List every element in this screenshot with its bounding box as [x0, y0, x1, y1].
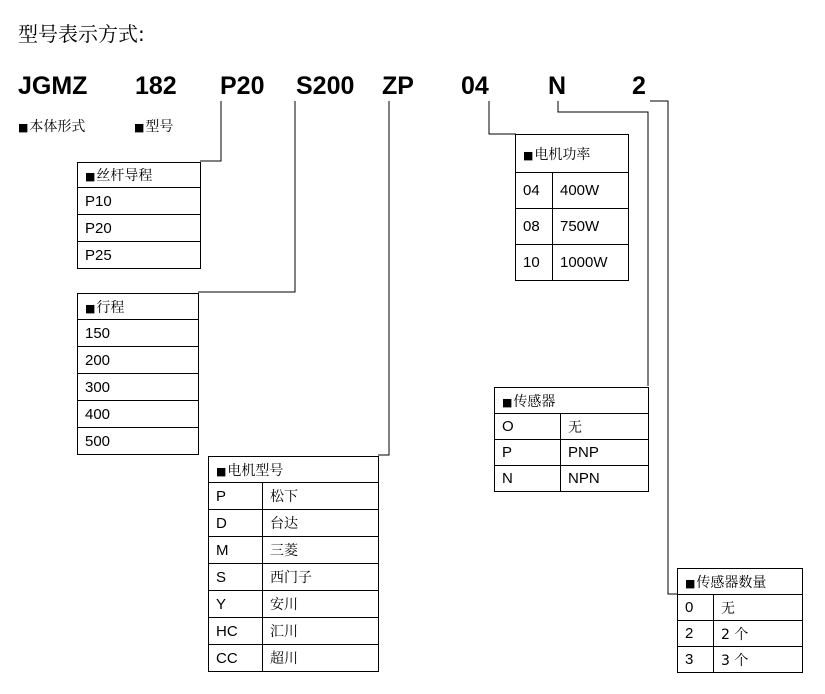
stroke-row: 500 — [78, 428, 199, 455]
table-motor-header: ■电机型号 — [209, 457, 379, 483]
motor-row: D 台达 — [209, 510, 379, 537]
stroke-row: 300 — [78, 374, 199, 401]
sensor-count-row: 2 2 个 — [678, 621, 803, 647]
motor-row: Y 安川 — [209, 591, 379, 618]
diagram-title: 型号表示方式: — [18, 22, 145, 46]
table-motor — [208, 456, 379, 672]
stroke-row: 200 — [78, 347, 199, 374]
code-sensor-count: 2 — [632, 72, 646, 100]
code-stroke: S200 — [296, 72, 355, 100]
connector-motor — [378, 101, 389, 455]
legend-marker: ■ — [134, 121, 145, 134]
table-power — [515, 134, 629, 281]
sensor-row: N NPN — [495, 466, 649, 492]
code-lead: P20 — [220, 72, 265, 100]
code-sensor: N — [548, 72, 567, 100]
motor-row: CC 超川 — [209, 645, 379, 672]
lead-row: P20 — [78, 215, 201, 242]
sensor-count-row: 0 无 — [678, 595, 803, 621]
code-size: 182 — [135, 72, 177, 100]
stroke-row: 150 — [78, 320, 199, 347]
lead-row: P10 — [78, 188, 201, 215]
connector-stroke — [198, 101, 295, 292]
power-row: 04 400W — [516, 173, 629, 209]
table-stroke-header: ■行程 — [78, 294, 199, 320]
connector-lead — [200, 101, 221, 161]
sensor-row: P PNP — [495, 440, 649, 466]
connector-sensor-count — [650, 101, 677, 594]
table-sensor-count-header: ■传感器数量 — [678, 569, 803, 595]
code-motor: ZP — [382, 72, 414, 100]
table-sensor-header: ■传感器 — [495, 388, 649, 414]
code-series: JGMZ — [18, 72, 88, 100]
legend-marker: ■ — [18, 121, 29, 134]
table-power-header: ■电机功率 — [516, 135, 629, 173]
legend-model-label: 型号 — [145, 119, 174, 135]
sensor-count-row: 3 3 个 — [678, 647, 803, 673]
table-lead — [77, 162, 201, 269]
lead-row: P25 — [78, 242, 201, 269]
motor-row: P 松下 — [209, 483, 379, 510]
table-stroke — [77, 293, 199, 455]
sensor-row: O 无 — [495, 414, 649, 440]
table-sensor-count — [677, 568, 803, 673]
code-power: 04 — [461, 72, 489, 100]
connector-power — [489, 101, 516, 134]
table-lead-header: ■丝杆导程 — [78, 163, 201, 188]
table-sensor — [494, 387, 649, 492]
motor-row: M 三菱 — [209, 537, 379, 564]
motor-row: S 西门子 — [209, 564, 379, 591]
legend-body-form-label: 本体形式 — [29, 119, 86, 135]
motor-row: HC 汇川 — [209, 618, 379, 645]
power-row: 10 1000W — [516, 245, 629, 281]
power-row: 08 750W — [516, 209, 629, 245]
stroke-row: 400 — [78, 401, 199, 428]
